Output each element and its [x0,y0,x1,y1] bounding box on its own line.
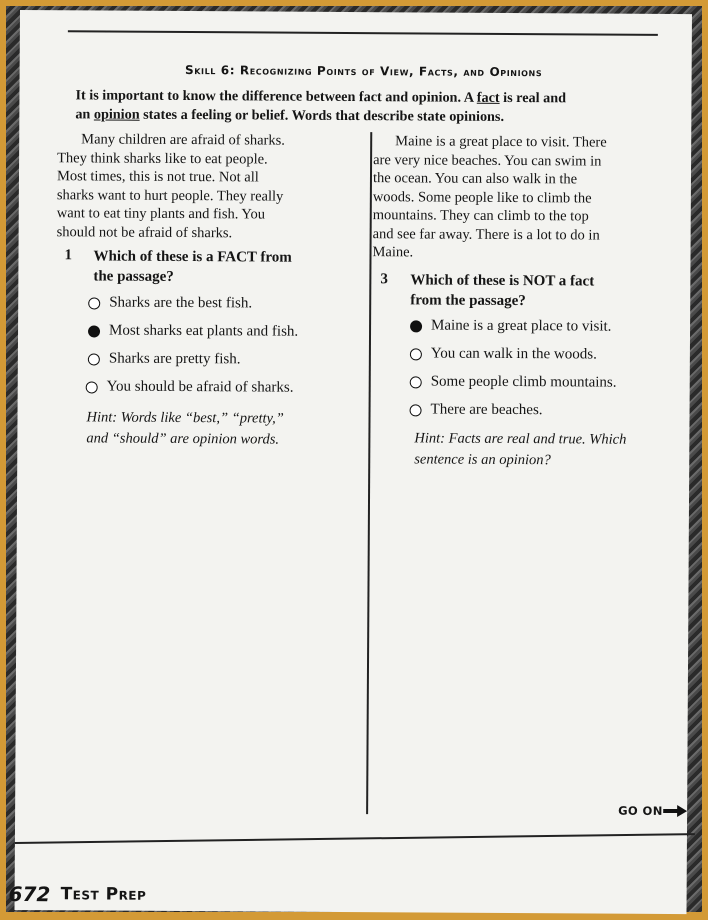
passage-maine [372,132,606,263]
question-number: 1 [64,247,73,264]
answer-bubble[interactable] [88,297,100,309]
answer-bubble[interactable] [410,348,422,360]
answer-option[interactable]: Sharks are the best fish. [88,294,252,312]
passage-line: the ocean. You can also walk in the [372,170,578,188]
answer-option[interactable]: Most sharks eat plants and fish. [88,322,298,340]
answer-bubble[interactable] [86,381,98,393]
passage-line: sharks want to hurt people. They really [56,186,284,205]
fact-term: fact [476,89,500,106]
bottom-rule [15,833,695,844]
passage-line: and see far away. There is a lot to do in [372,225,600,244]
answer-bubble-selected[interactable] [410,320,422,332]
answer-option[interactable]: Some people climb mountains. [410,373,617,391]
footer-label: Test Prep [60,884,147,905]
question-text: Which of these is a FACT from the passage? [93,248,292,285]
question-text: Which of these is NOT a fact from the passage? [410,272,595,310]
arrow-right-icon [663,805,687,817]
answer-bubble[interactable] [88,353,100,365]
answer-option[interactable]: Maine is a great place to visit. [410,317,611,335]
opinion-term: opinion [93,106,140,123]
worksheet-page [8,10,692,914]
answer-option[interactable]: Sharks are pretty fish. [88,350,241,368]
column-divider [366,132,372,814]
hint-text: Hint: Facts are real and true. Which sentence is an opinion? [414,430,627,469]
answer-bubble[interactable] [410,404,422,416]
page-number: 672 [8,881,51,907]
passage-line: mountains. They can climb to the top [372,207,589,225]
hint-text: Hint: Words like “best,” “pretty,” and “should” are opinion words. [86,409,284,448]
passage-line: woods. Some people like to climb the [372,188,592,206]
go-on-indicator: GO ON [618,804,687,818]
passage-line: want to eat tiny plants and fish. You [56,205,266,223]
passage-line: Maine. [372,244,414,261]
skill-title: Skill 6: Recognizing Points of View, Facts, and Opinions [184,63,543,80]
passage-line: Most times, this is not true. Not all [56,168,259,186]
answer-option[interactable]: There are beaches. [410,401,543,419]
question-number: 3 [380,271,388,288]
passage-line: are very nice beaches. You can swim in [373,151,602,170]
answer-option[interactable]: You should be afraid of sharks. [86,378,294,396]
passage-line: Maine is a great place to visit. There [395,133,607,151]
intro-text: It is important to know the difference between fact and opinion. A fact is real and an opinion states a feeling or belief. Words that describe state opinions. [75,87,567,125]
answer-bubble[interactable] [410,376,422,388]
passage-line: Many children are afraid of sharks. [81,131,285,149]
top-rule [68,30,658,36]
answer-bubble-selected[interactable] [88,325,100,337]
passage-line: should not be afraid of sharks. [56,223,233,241]
answer-option[interactable]: You can walk in the woods. [410,345,597,363]
passage-sharks [57,130,285,242]
passage-line: They think sharks like to eat people. [57,149,268,168]
